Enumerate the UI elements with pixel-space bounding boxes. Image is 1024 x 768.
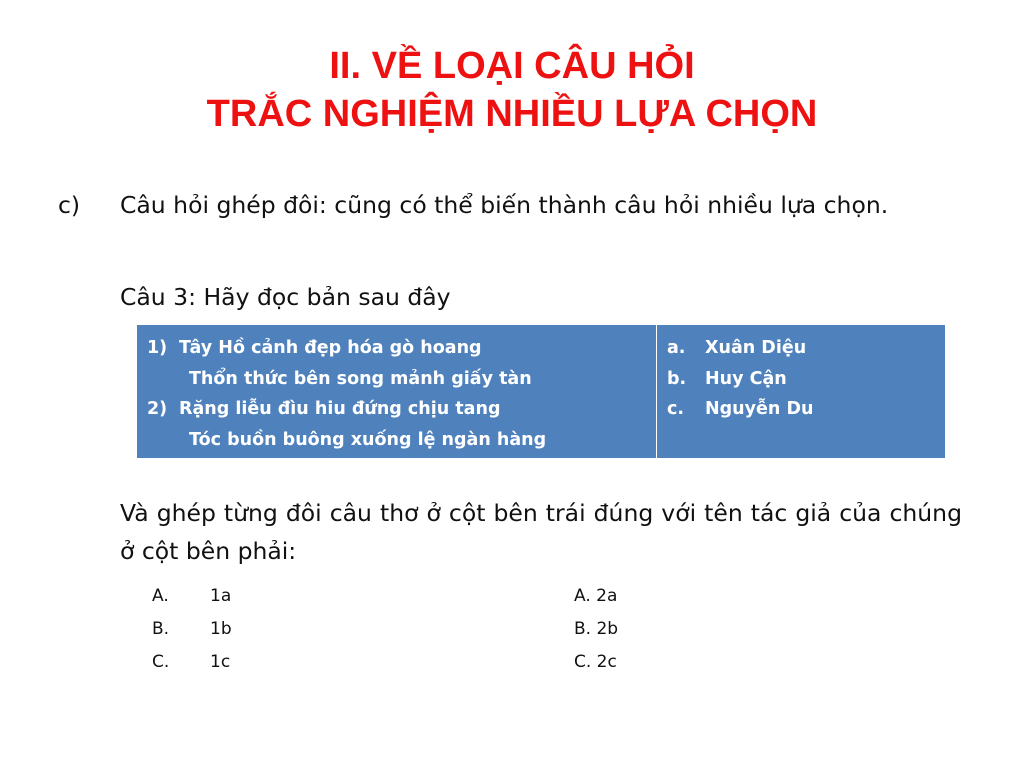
poem-line [147,394,656,425]
author-item [667,333,945,364]
author-item [667,394,945,425]
poem-line [147,364,656,395]
intro-paragraph: Câu hỏi ghép đôi: cũng có thể biến thành câu hỏi nhiều lựa chọn. [120,191,889,219]
poem-line [147,333,656,364]
answer-option [152,618,232,640]
answer-option [152,651,230,673]
author-letter: a. [667,338,686,358]
option-letter: A. [152,586,169,606]
author-name: Nguyễn Du [705,399,814,419]
author-letter: c. [667,399,685,419]
question-text: Câu 3: Hãy đọc bản sau đây [120,283,451,311]
author-letter: b. [667,368,687,389]
title-line-1: II. VỀ LOẠI CÂU HỎI [329,45,695,87]
author-name: Huy Cận [705,368,787,389]
option-text: 1b [210,619,232,639]
author-item [667,364,945,395]
answer-option: C. 2c [574,652,617,672]
answer-option [152,585,231,607]
slide-title [0,42,1024,138]
author-column [657,325,945,458]
title-line-2: TRẮC NGHIỆM NHIỀU LỰA CHỌN [206,93,818,135]
poem-text: Thổn thức bên song mảnh giấy tàn [189,368,532,389]
matching-table [136,324,946,459]
answer-option: B. 2b [574,619,619,639]
poem-number: 2) [147,399,168,419]
list-marker: c) [58,191,81,219]
option-letter: B. [152,619,170,639]
poem-text: Rặng liễu đìu hiu đứng chịu tang [179,399,501,419]
answer-option: A. 2a [574,586,618,606]
poem-line [147,425,656,456]
poem-number: 1) [147,338,168,358]
poem-text: Tóc buồn buông xuống lệ ngàn hàng [189,429,547,450]
option-letter: C. [152,652,170,672]
author-name: Xuân Diệu [705,338,807,358]
poem-column [137,325,657,458]
poem-text: Tây Hồ cảnh đẹp hóa gò hoang [179,338,482,358]
option-text: 1c [210,652,231,672]
option-text: 1a [210,586,232,606]
instruction-paragraph: Và ghép từng đôi câu thơ ở cột bên trái đúng với tên tác giả của chúng ở cột bên phải: [120,499,962,565]
